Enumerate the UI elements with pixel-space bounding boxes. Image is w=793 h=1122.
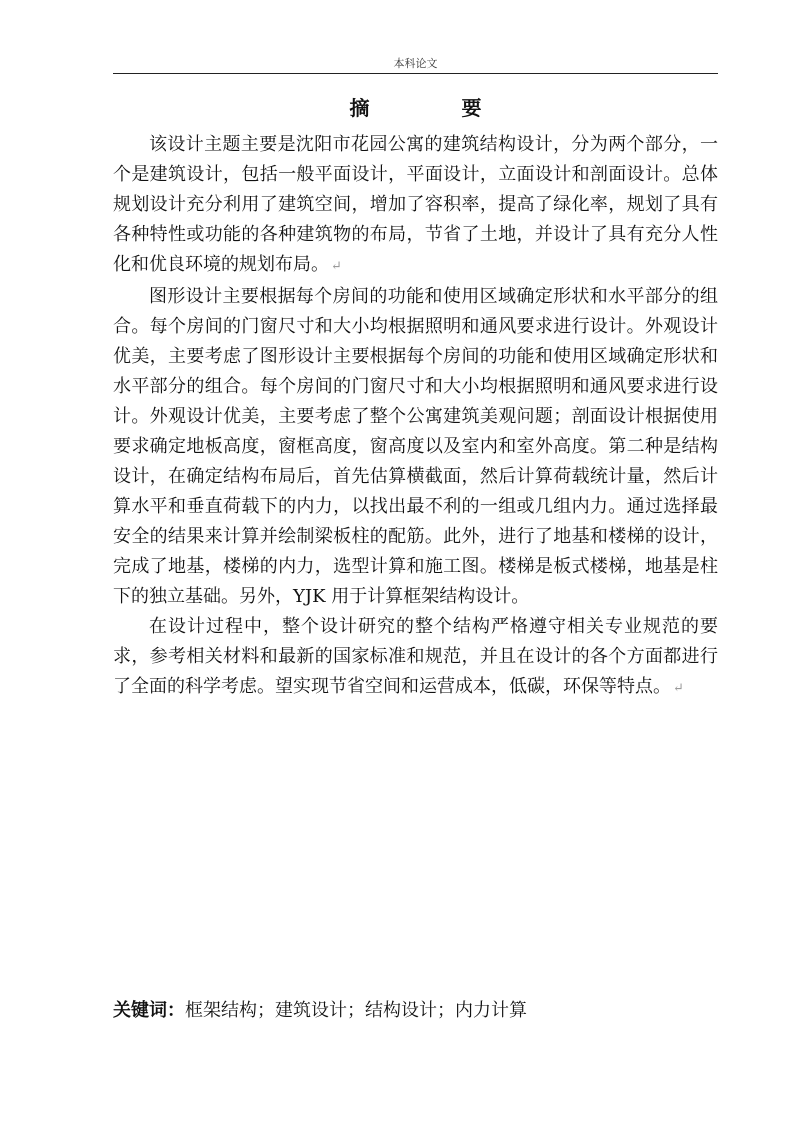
abstract-paragraph-1: [113, 130, 718, 282]
abstract-paragraph-3: [113, 612, 718, 704]
running-header: 本科论文: [393, 57, 438, 70]
abstract-title: 摘 要: [349, 96, 518, 120]
keywords-line: [113, 996, 718, 1026]
paragraph-mark-icon: ↵: [673, 681, 684, 696]
paragraph-text: 在设计过程中，整个设计研究的整个结构严格遵守相关专业规范的要求，参考相关材料和最新的国家标准和规范，并且在设计的各个方面都进行了全面的科学考虑。望实现节省空间和运营成本，低碳，环保等特点。: [113, 616, 718, 697]
header-rule: [113, 73, 718, 74]
keywords-value: 框架结构；建筑设计；结构设计；内力计算: [185, 1000, 527, 1021]
abstract-body: [113, 130, 718, 704]
abstract-paragraph-2: [113, 282, 718, 612]
keywords-label: 关键词：: [113, 1000, 185, 1021]
paragraph-mark-icon: ↵: [331, 259, 342, 274]
paragraph-text: 图形设计主要根据每个房间的功能和使用区域确定形状和水平部分的组合。每个房间的门窗尺寸和大小均根据照明和通风要求进行设计。外观设计优美，主要考虑了图形设计主要根据每个房间的功能和使用区域确定形状和水平部分的组合。每个房间的门窗尺寸和大小均根据照明和通风要求进行设计。外观设计优美，主要考虑了整个公寓建筑美观问题；剖面设计根据使用要求确定地板高度，窗框高度，窗高度以及室内和室外高度。第二种是结构设计，在确定结构布局后，首先估算横截面，然后计算荷载统计量，然后计算水平和垂直荷载下的内力，以找出最不利的一组或几组内力。通过选择最安全的结果来计算并绘制梁板柱的配筋。此外，进行了地基和楼梯的设计，完成了地基，楼梯的内力，选型计算和施工图。楼梯是板式楼梯，地基是柱下的独立基础。另外，YJK 用于计算框架结构设计。: [113, 286, 718, 607]
paragraph-text: 该设计主题主要是沈阳市花园公寓的建筑结构设计，分为两个部分，一个是建筑设计，包括一般平面设计，平面设计，立面设计和剖面设计。总体规划设计充分利用了建筑空间，增加了容积率，提高了绿化率，规划了具有各种特性或功能的各种建筑物的布局，节省了土地，并设计了具有充分人性化和优良环境的规划布局。: [113, 134, 718, 275]
